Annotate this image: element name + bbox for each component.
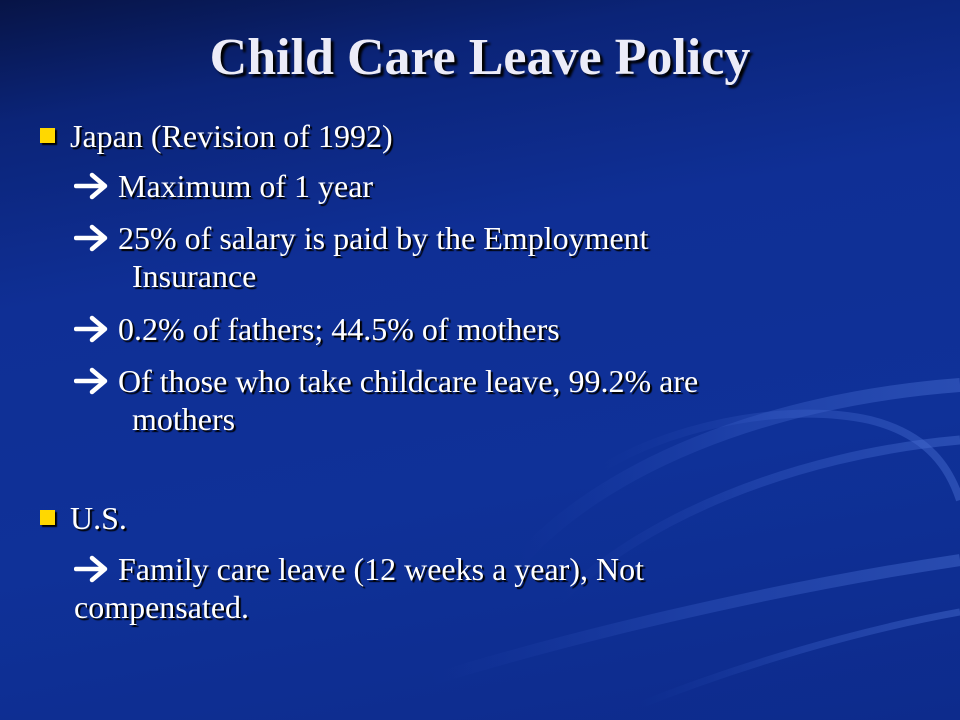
point-continuation: Insurance [132, 258, 257, 294]
list-item [74, 363, 698, 399]
point-text: Family care leave (12 weeks a year), Not [118, 551, 644, 587]
point-text: Maximum of 1 year [118, 168, 374, 204]
slide-title: Child Care Leave Policy [209, 29, 751, 86]
section-heading: Japan (Revision of 1992) [70, 118, 393, 154]
point-continuation: mothers [132, 401, 236, 437]
point-continuation: compensated. [74, 589, 250, 625]
point-text: 0.2% of fathers; 44.5% of mothers [118, 311, 560, 347]
right-arrow-icon [74, 224, 110, 252]
list-item [74, 220, 649, 256]
square-bullet-icon [40, 128, 55, 143]
point-text: 25% of salary is paid by the Employment [118, 220, 649, 256]
right-arrow-icon [74, 555, 110, 583]
right-arrow-icon [74, 367, 110, 395]
point-text: Of those who take childcare leave, 99.2% are [118, 363, 699, 399]
square-bullet-icon [40, 510, 55, 525]
list-item [74, 168, 373, 204]
right-arrow-icon [74, 315, 110, 343]
right-arrow-icon [74, 172, 110, 200]
list-item [74, 311, 560, 347]
section-heading: U.S. [70, 500, 127, 536]
list-item [74, 551, 644, 587]
